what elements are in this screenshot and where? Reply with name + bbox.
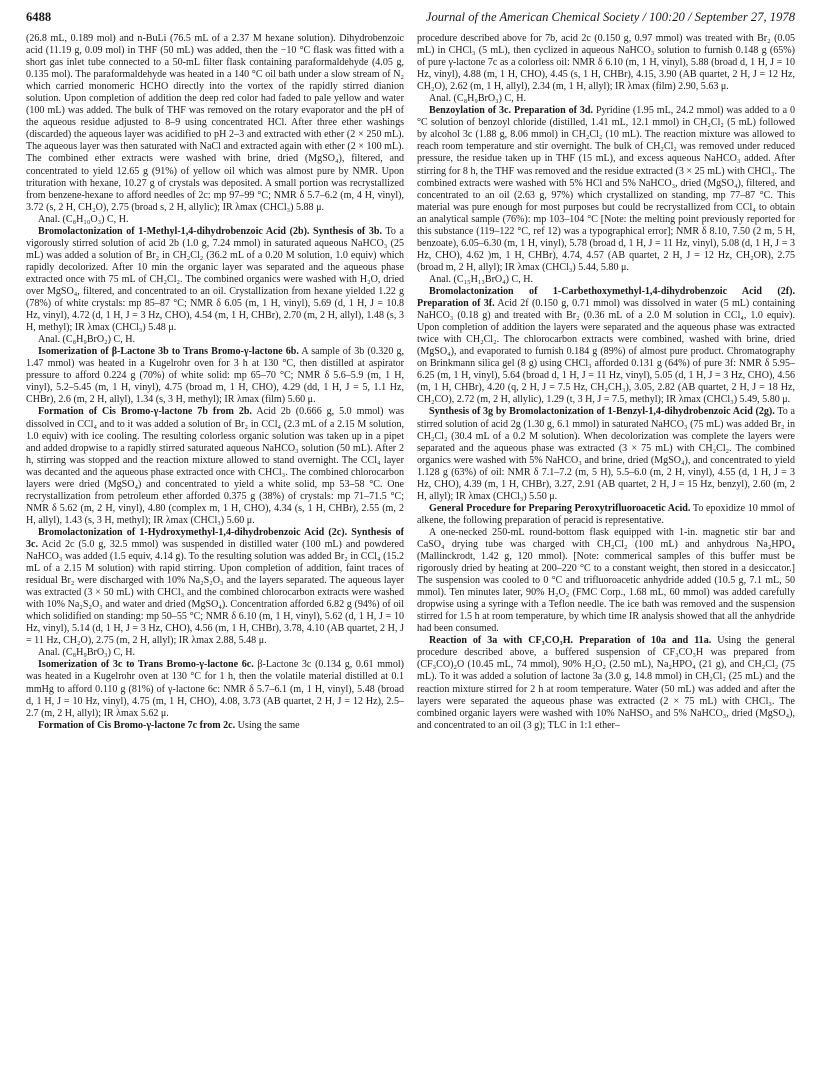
page-number: 6488 <box>26 10 52 24</box>
paragraph-text: Pyridine (1.95 mL, 24.2 mmol) was added to a 0 °C solution of benzoyl chloride (distilled, 1.41 mL, 12.1 mmol) in CH₂Cl₂ (5 mL) followed by alcohol 3c (1.88 g, 8.06 mmol) in CH₂Cl₂ (10 mL). The reaction mixture was allowed to reach room temperature and stir overnight. The bulk of CH₂Cl₂ was removed under reduced pressure, the residue taken up in THF (15 mL), and excess aqueous NaHCO₃ added. After stirring for 8 h, the THF was removed and the residue extracted (3 × 25 mL) with CHCl₃. The combined extracts were washed with 5% HCl and 5% NaHCO₃, dried (MgSO₄), filtered, and concentrated to an oil (2.63 g, 97%) which crystallized on standing, mp 77–87 °C. This material was pure enough for most purposes but could be recrystallized from CCl₄ to obtain an analytical sample (76%): mp 103–104 °C [Note: the melting point previously reported for this substance (119–122 °C, ref 12) was a typographical error]; NMR δ 8.10, 7.50 (2 m, 5 H, benzoate), 6.05–6.30 (m, 1 H, vinyl), 5.78 (broad d, 1 H, J = 11 Hz, vinyl), 5.08 (d, 1 H, J = 3 Hz, CHO), 4.62 )m, 1 H, CHBr), 4.74, 4.57 (AB quartet, 2 H, J = 12 Hz, CH₂OR), 2.75 (broad m, 2 H, allyl); IR λmax (CHCl₃) 5.44, 5.80 μ. <box>417 105 795 273</box>
paragraph-text: A one-necked 250-mL round-bottom flask equipped with 1-in. magnetic stir bar and CaSO₄ drying tube was charged with CH₂Cl₂ (100 mL) and anhydrous Na₂HPO₄ (Mallinckrodt, 1.42 g, 120 mmol). [Note: commerical samples of this buffer must be rigorously dried by heating at 200–220 °C to a constant weight, then stored in a desiccator.] The suspension was cooled to 0 °C and trifluoroacetic anhydride added (10.5 g, 7.1 mL, 50 mmol). Ten minutes later, 90% H₂O₂ (FMC Corp., 1.68 mL, 60 mmol) was added carefully dropwise using a syringe with a Teflon needle. The ice bath was removed and the suspension stirred for 1.5 h at room temperature, by which time IR analysis showed that all the anhydride had been consumed. <box>417 526 795 635</box>
section-heading: Bromolactonization of 1-Hydroxymethyl-1,4-dihydrobenzoic Acid (2c). Synthesis of 3c. <box>26 526 404 550</box>
paragraph-text: To a stirred solution of acid 2g (1.30 g, 6.1 mmol) in saturated NaHCO₃ (75 mL) was added Br₂ in CH₂Cl₂ (30.4 mL of a 0.2 M solution). When decolorization was complete the layers were separated and the aqueous phase was extracted (3 × 75 mL) with CH₂Cl₂. The combined organics were washed with 5% NaHCO₃ and brine, dried (MgSO₄), and concentrated to yield 1.128 g (63%) of oil: NMR δ 7.1–7.2 (m, 5 H), 5.5–6.0 (m, 2 H, vinyl), 4.55 (d, 1 H, J = 3 Hz, CHO), 4.39 (m, 1 H, CHBr), 3.27, 2.91 (AB quartet, 2 H, J = 15 Hz, benzyl), 2.60 (m, 2 H, allyl); IR λmax (CHCl₃) 5.50 μ. <box>417 406 795 502</box>
section-heading: Benzoylation of 3c. Preparation of 3d. <box>429 105 594 117</box>
section-heading: Synthesis of 3g by Bromolactonization of 1-Benzyl-1,4-dihydrobenzoic Acid (2g). <box>429 406 775 418</box>
paragraph <box>26 346 404 406</box>
paragraph <box>26 33 404 214</box>
section-heading: General Procedure for Preparing Peroxytrifluoroacetic Acid. <box>429 502 691 514</box>
paragraph-text: Anal. (C₈H₁₀O₃) C, H. <box>38 213 129 225</box>
paragraph <box>26 647 404 659</box>
paragraph-text: Using the same <box>235 719 300 731</box>
paragraph-text: Acid 2f (0.150 g, 0.71 mmol) was dissolved in water (5 mL) containing NaHCO₃ (0.18 g) and treated with Br₂ (0.36 mL of a 2.0 M solution in CCl₄, 1.0 equiv). Upon completion of addition the layers were separated and the aqueous phase was extracted twice with CH₂Cl₂. The chlorocarbon extracts were combined, washed with brine, dried (MgSO₄), and evaporated to furnish 0.184 g (89%) of almost pure product. Chromatography on Brinkmann silica gel (8 g) using CHCl₃ afforded 0.131 g (64%) of pure 3f: NMR δ 5.95–6.25 (m, 1 H, vinyl), 5.64 (broad d, 1 H, J = 11 Hz, vinyl), 5.05 (d, 1 H, J = 3 Hz, CHO), 4.56 (m, 1 H, CHBr), 4.20 (q, 2 H, J = 7.5 Hz, CH₂CH₃), 3.05, 2.82 (AB quartet, 2 H, J = 18 Hz, CH₂CO), 2.72 (m, 2 H, allylic), 1.29 (t, 3 H, J = 7.5, methyl); IR λmax (CHCl₃) 5.49, 5.80 μ. <box>417 298 795 406</box>
paragraph-text: procedure described above for 7b, acid 2c (0.150 g, 0.97 mmol) was treated with Br₂ (0.05 mL) in CHCl₃ (5 mL), then cyclized in aqueous NaHCO₃ solution to furnish 0.148 g (65%) of pure γ-lactone 7c as a colorless oil: NMR δ 6.10 (m, 1 H, vinyl), 5.88 (broad d, 1 H, J = 10 Hz, vinyl), 4.88 (m, 1 H, CHO), 4.45 (s, 1 H, CHBr), 4.15, 3.90 (AB quartet, 2 H, J = 12 Hz, CH₂O), 2.62 (m, 1 H, allyl), 2.34 (m, 1 H, allyl); IR λmax (film) 2.90, 5.63 μ. <box>417 33 795 93</box>
section-heading: Formation of Cis Bromo-γ-lactone 7b from 2b. <box>38 406 252 418</box>
paragraph <box>417 33 795 93</box>
paragraph-text: To a vigorously stirred solution of acid 2b (1.0 g, 7.24 mmol) in saturated aqueous NaHCO₃ (25 mL) was added a solution of Br₂ in CH₂Cl₂ (36.2 mL of a 0.20 M solution, 1.0 equiv) which rapidly decolorized. After 10 min the organic layer was separated and the aqueous phase extracted once with 75 mL of CH₂Cl₂. The combined organics were washed with H₂O, dried over MgSO₄, filtered, and concentrated to an oil. Crystallization from hexane yielded 1.22 g (78%) of white crystals: mp 85–87 °C; NMR δ 6.05 (m, 1 H, vinyl), 5.69 (d, 1 H, J = 10.8 Hz, vinyl), 4.72 (d, 1 H, J = 3 Hz, CHO), 4.54 (m, 1 H, CHBr), 2.70 (m, 2 H, allyl), 1.48 (s, 3 H, methyl); IR λmax (CHCl₃) 5.48 μ. <box>26 225 404 334</box>
paragraph-text: Acid 2c (5.0 g, 32.5 mmol) was suspended in distilled water (100 mL) and powdered NaHCO₃ was added (1.5 equiv, 4.14 g). To the resulting solution was added Br₂ in CCl₄ (15.2 mL of a 2.15 M solution) with rapid stirring. Upon completion of addition, faint traces of residual Br₂ were discharged with 10% Na₂S₂O₃ and the layers separated. The aqueous layer was extracted (3 × 50 mL) with CHCl₃ and the combined chlorocarbon extracts were washed with 10% Na₂S₂O₃ and water and dried (MgSO₄). Concentration afforded 6.82 g (94%) of oil which solidified on standing: mp 50–55 °C; NMR δ 6.10 (m, 1 H, vinyl), 5.62 (d, 1 H, J = 10 Hz, vinyl), 5.14 (d, 1 H, J = 3 Hz, CHO), 4.56 (m, 1 H, CHBr), 3.78, 4.10 (AB quartet, 2 H, J = 11 Hz, CH₂O), 2.75 (m, 2 H, allyl); IR λmax 2.88, 5.48 μ. <box>26 538 404 647</box>
paragraph <box>26 406 404 526</box>
paragraph <box>26 226 404 334</box>
paragraph-text: β-Lactone 3c (0.134 g, 0.61 mmol) was heated in a Kugelrohr oven at 130 °C for 1 h, then the volatile material distilled at 0.1 mmHg to afford 0.110 g (81%) of γ-lactone 6c: NMR δ 5.7–6.1 (m, 1 H, vinyl), 5.48 (broad d, 1 H, J = 10 Hz, vinyl), 4.75 (m, 1 H, CHO), 4.08, 3.73 (AB quartet, 2 H, J = 12 Hz), 2.5–2.7 (m, 2 H, allyl); IR λmax 5.62 μ. <box>26 659 404 719</box>
article-body <box>26 33 795 1063</box>
paragraph-text: Anal. (C₈H₉BrO₃) C, H. <box>429 93 527 105</box>
right-column <box>417 33 795 1063</box>
paragraph <box>26 720 404 732</box>
paragraph-text: A sample of 3b (0.320 g, 1.47 mmol) was heated in a Kugelrohr oven for 3 h at 130 °C, then distilled at aspirator pressure to afford 0.224 g (70%) of white solid: mp 65–70 °C; NMR δ 5.6–5.9 (m, 1 H, vinyl), 5.2–5.45 (m, 1 H, vinyl), 4.75 (broad m, 1 H, CHO), 4.29 (dd, 1 H, J = 5, 1.1 Hz, CHBr), 2.6 (m, 2 H, allyl), 1.34 (s, 3 H, methyl); IR λmax (film) 5.60 μ. <box>26 346 404 406</box>
left-column <box>26 33 404 1063</box>
paragraph <box>417 274 795 286</box>
paragraph <box>417 635 795 731</box>
section-heading: Formation of Cis Bromo-γ-lactone 7c from 2c. <box>38 719 236 731</box>
paragraph <box>417 105 795 274</box>
paragraph-text: Anal. (C₈H₉BrO₃) C, H. <box>38 647 136 659</box>
paragraph-text: Acid 2b (0.666 g, 5.0 mmol) was dissolved in CCl₄ and to it was added a solution of Br₂ in CCl₄ (2.3 mL of a 2.15 M solution, 1.0 equiv) with ice cooling. The resulting colorless organic solution was taken up in a pipet and added dropwise to a rapidly stirred saturated aqueous NaHCO₃ solution (50 mL). After 2 h, stirring was stopped and the reaction mixture allowed to stand overnight. The CCl₄ layer was decanted and the aqueous phase extracted once with CHCl₃. The combined chlorocarbon layers were dried (MgSO₄) and concentrated to yield a white solid, mp 53–58 °C. One recrystallization from petroleum ether afforded 0.375 g (38%) of crystals: mp 71–71.5 °C; NMR δ 5.62 (m, 2 H, vinyl), 4.80 (complex m, 1 H, CHO), 4.34 (s, 1 H, CHBr), 2.55 (m, 2 H, allyl), 1.43 (s, 3 H, methyl); IR λmax (CHCl₃) 5.60 μ. <box>26 406 404 526</box>
section-heading: Bromolactonization of 1-Carbethoxymethyl-1,4-dihydrobenzoic Acid (2f). Preparation of 3f. <box>417 285 795 310</box>
paragraph <box>417 406 795 502</box>
paragraph-text: Using the general procedure described above, a buffered suspension of CF₃CO₃H was prepared from (CF₃CO)₂O (10.45 mL, 74 mmol), 90% H₂O₂ (2.50 mL), Na₂HPO₄ (21 g), and CH₂Cl₂ (75 mL). To it was added a solution of lactone 3a (3.0 g, 14.8 mmol) in CH₂Cl₂ (25 mL) and the reaction mixture stirred for 2 h at room temperature. Water (50 mL) was added and after the layers were separated the aqueous phase was extracted (2 × 75 mL) with CHCl₃. The combined organic layers were washed with 10% NaHSO₃ and 5% NaHCO₃, dried (MgSO₄), and concentrated to an oil (3 g); TLC in 1:1 ether– <box>417 635 795 731</box>
paragraph <box>417 527 795 635</box>
paragraph <box>26 214 404 226</box>
paragraph-text: Anal. (C₈H₉BrO₂) C, H. <box>38 334 136 346</box>
section-heading: Isomerization of β-Lactone 3b to Trans Bromo-γ-lactone 6b. <box>38 346 299 358</box>
paragraph <box>26 527 404 647</box>
paragraph-text: Anal. (C₁₅H₁₃BrO₄) C, H. <box>429 273 534 285</box>
section-heading: Bromolactonization of 1-Methyl-1,4-dihydrobenzoic Acid (2b). Synthesis of 3b. <box>38 225 383 237</box>
page-header <box>26 10 795 30</box>
paragraph-text: (26.8 mL, 0.189 mol) and n-BuLi (76.5 mL of a 2.37 M hexane solution). Dihydrobenzoic acid (11.19 g, 0.09 mol) in THF (50 mL) was added, then the −10 °C flask was fitted with a short gas inlet tube connected to a 50-mL filter flask containing paraformaldehyde (4.05 g, 0.135 mol). The paraformaldehyde was heated in a 140 °C oil bath under a slow stream of N₂ which carried monomeric HCHO directly into the vortex of the rapidly stirred dianion solution. Upon completion of addition the deep red color had faded to pale yellow and water (100 mL) was added. The bulk of THF was removed on the rotary evaporator and the pH of the aqueous residue adjusted to 8–9 using concentrated HCl. After three ether washings (discarded) the aqueous layer was acidified to pH 2–3 and extracted with ether (2 × 250 mL). The aqueous layer was then saturated with NaCl and extracted again with ether (2 × 100 mL). The combined ether extracts were washed with brine, dried (MgSO₄), filtered, and concentrated to yield 12.65 g (91%) of yellow oil which was almost pure by NMR. Upon trituration with hexane, 10.27 g of crystals was deposited. A small portion was recrystallized from benzene-hexane to afford needles of 2c: mp 97–99 °C; NMR δ 5.7–6.2 (m, 4 H, vinyl), 3.72 (s, 2 H, CH₂O), 2.75 (broad s, 2 H, allylic); IR λmax (CHCl₃) 5.88 μ. <box>26 33 404 213</box>
paragraph <box>417 286 795 406</box>
paragraph <box>417 93 795 105</box>
paragraph-text: To epoxidize 10 mmol of alkene, the following preparation of peracid is representative. <box>417 502 795 526</box>
section-heading: Isomerization of 3c to Trans Bromo-γ-lactone 6c. <box>38 659 254 671</box>
paragraph <box>26 334 404 346</box>
journal-citation: Journal of the American Chemical Society / 100:20 / September 27, 1978 <box>425 10 795 24</box>
paragraph <box>417 503 795 527</box>
section-heading: Reaction of 3a with CF₃CO₃H. Preparation of 10a and 11a. <box>429 635 712 647</box>
paragraph <box>26 659 404 719</box>
